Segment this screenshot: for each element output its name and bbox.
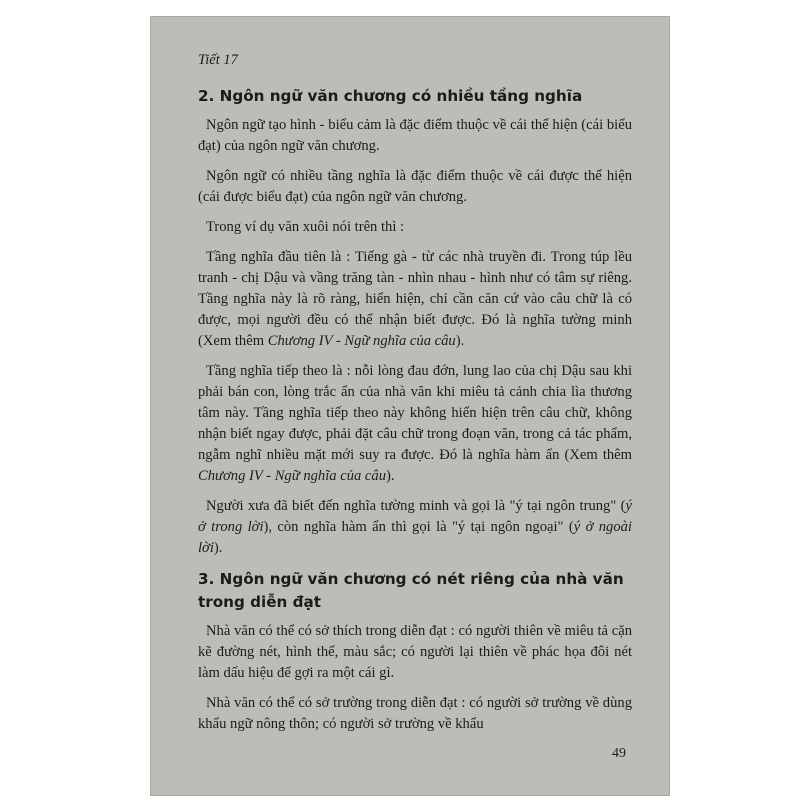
- section-3-paragraph-1: Nhà văn có thể có sở thích trong diễn đạt : có người thiên về miêu tả cặn kẽ đường nét, hình thể, màu sắc; có người lại thiên về phác họa đôi nét làm dấu hiệu để gợi ra một cái gì.: [198, 623, 632, 681]
- page-content: [198, 50, 632, 744]
- section-2-paragraph-1: Ngôn ngữ tạo hình - biểu cảm là đặc điểm thuộc về cái thể hiện (cái biểu đạt) của ngôn ngữ văn chương.: [198, 117, 632, 154]
- section-2-heading: 2. Ngôn ngữ văn chương có nhiều tầng nghĩa: [198, 87, 583, 105]
- section-2-paragraph-3: Trong ví dụ văn xuôi nói trên thì :: [206, 219, 405, 235]
- italic-gloss: ý ở trong lời: [198, 498, 632, 535]
- section-2-paragraph-2: Ngôn ngữ có nhiều tầng nghĩa là đặc điểm thuộc về cái được thể hiện (cái được biểu đạt) của ngôn ngữ văn chương.: [198, 168, 632, 205]
- section-2-paragraph-5: [198, 361, 632, 487]
- paragraph-end: ).: [386, 468, 395, 484]
- paragraph-text: ), còn nghĩa hàm ẩn thì gọi là "ý tại ngôn ngoại" (: [263, 519, 574, 535]
- chapter-reference: Chương IV - Ngữ nghĩa của câu: [267, 333, 456, 349]
- paragraph-text: Tầng nghĩa tiếp theo là : nỗi lòng đau đớn, lung lao của chị Dậu sau khi phải bán con, lòng trắc ẩn của nhà văn khi miêu tả cảnh chia lìa thương tâm này. Tầng nghĩa tiếp theo này không hiển hiện trên câu chữ, không nhận biết ngay được, phải đặt câu chữ trong đoạn văn, trong cả tác phẩm, ngẫm nghĩ nhiều mặt mới suy ra được. Đó là nghĩa hàm ẩn (Xem thêm: [198, 363, 632, 463]
- section-3-heading: 3. Ngôn ngữ văn chương có nét riêng của nhà văn trong diễn đạt: [198, 570, 624, 611]
- page-number: 49: [612, 746, 626, 761]
- section-3-paragraph-2: Nhà văn có thể có sở trường trong diễn đạt : có người sở trường về dùng khẩu ngữ nông thôn; có người sở trường về khẩu: [198, 695, 632, 732]
- paragraph-text: Tầng nghĩa đầu tiên là : Tiếng gà - từ các nhà truyền đi. Trong túp lều tranh - chị Dậu và vầng trăng tàn - nhìn nhau - hình như có tâm sự riêng. Tầng nghĩa này là rõ ràng, hiển hiện, chỉ cần căn cứ vào câu chữ là có được, mọi người đều có thể nhận biết được. Đó là nghĩa tường minh (Xem thêm: [198, 249, 632, 349]
- chapter-reference: Chương IV - Ngữ nghĩa của câu: [198, 468, 387, 484]
- italic-gloss: ý ở ngoài lời: [198, 519, 632, 556]
- book-page: [150, 16, 670, 796]
- lesson-label: Tiết 17: [198, 52, 238, 68]
- paragraph-end: ).: [455, 333, 465, 349]
- paragraph-end: ).: [213, 540, 223, 556]
- section-2-paragraph-6: [198, 496, 632, 559]
- paragraph-text: Người xưa đã biết đến nghĩa tường minh và gọi là "ý tại ngôn trung" (: [206, 498, 626, 514]
- section-2-paragraph-4: [198, 247, 632, 352]
